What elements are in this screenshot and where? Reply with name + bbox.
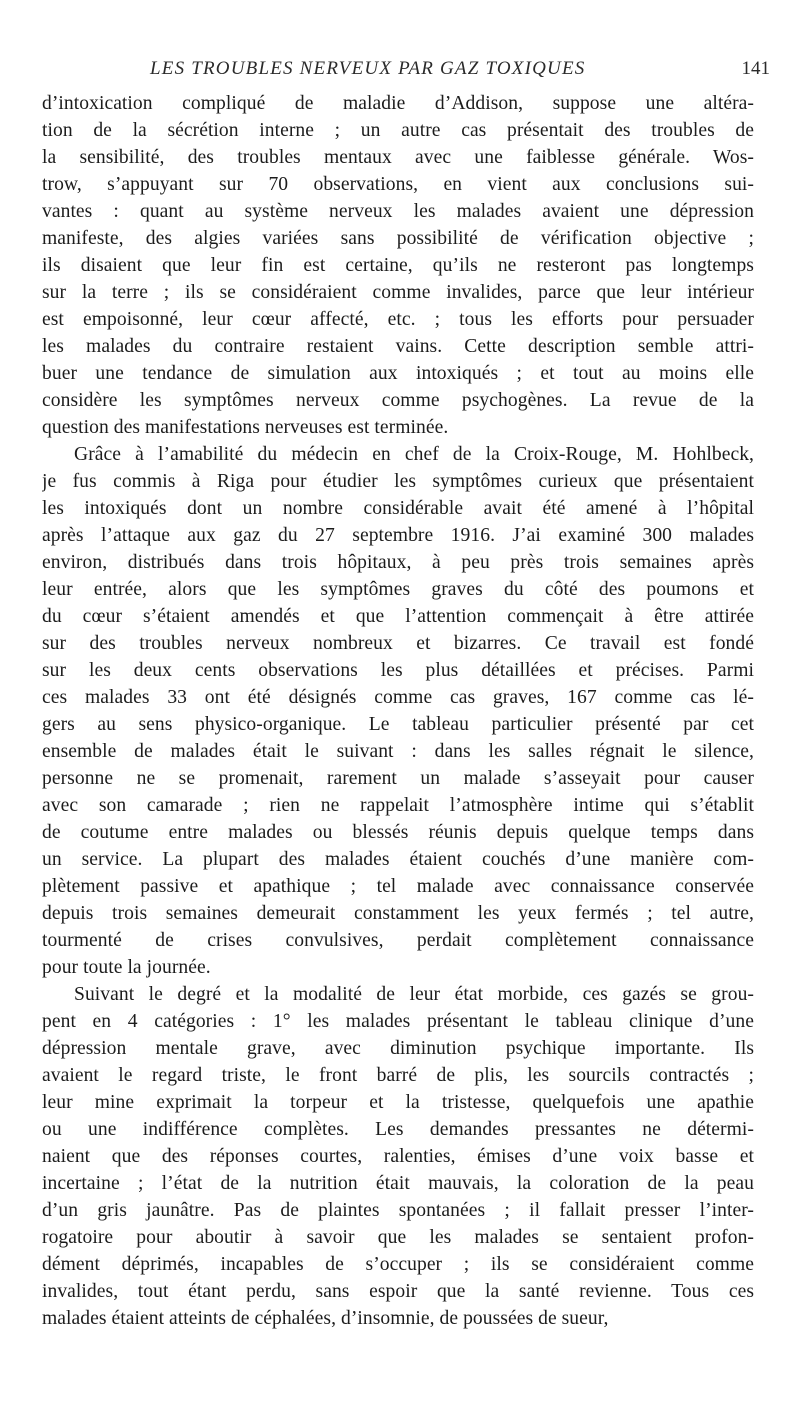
text-line: dépression mentale grave, avec diminution psychique importante. Ils	[42, 1038, 754, 1059]
text-line: je fus commis à Riga pour étudier les symptômes curieux que présentaient	[42, 471, 754, 492]
text-line: gers au sens physico-organique. Le tableau particulier présenté par cet	[42, 714, 754, 735]
running-title: LES TROUBLES NERVEUX PAR GAZ TOXIQUES	[150, 58, 586, 79]
text-line: sur des troubles nerveux nombreux et bizarres. Ce travail est fondé	[42, 633, 754, 654]
text-line: ou une indifférence complètes. Les demandes pressantes ne détermi-	[42, 1119, 754, 1140]
text-line: sur les deux cents observations les plus détaillées et précises. Parmi	[42, 660, 754, 681]
text-line: naient que des réponses courtes, ralenties, émises d’une voix basse et	[42, 1146, 754, 1167]
text-line: pour toute la journée.	[42, 957, 211, 978]
text-line: ces malades 33 ont été désignés comme cas graves, 167 comme cas lé-	[42, 687, 754, 708]
text-line: de coutume entre malades ou blessés réunis depuis quelque temps dans	[42, 822, 754, 843]
text-line: les intoxiqués dont un nombre considérable avait été amené à l’hôpital	[42, 498, 754, 519]
text-line: avaient le regard triste, le front barré de plis, les sourcils contractés ;	[42, 1065, 754, 1086]
paragraph	[42, 981, 754, 1332]
body-text	[42, 90, 754, 1332]
text-line: question des manifestations nerveuses est terminée.	[42, 417, 449, 438]
text-line: leur mine exprimait la torpeur et la tristesse, quelquefois une apathie	[42, 1092, 754, 1113]
text-line: un service. La plupart des malades étaient couchés d’une manière com-	[42, 849, 754, 870]
text-line: avec son camarade ; rien ne rappelait l’atmosphère intime qui s’établit	[42, 795, 754, 816]
text-line: après l’attaque aux gaz du 27 septembre 1916. J’ai examiné 300 malades	[42, 525, 754, 546]
text-line: les malades du contraire restaient vains. Cette description semble attri-	[42, 336, 754, 357]
page-number: 141	[741, 58, 770, 79]
text-line: environ, distribués dans trois hôpitaux, à peu près trois semaines après	[42, 552, 754, 573]
text-line: tourmenté de crises convulsives, perdait complètement connaissance	[42, 930, 754, 951]
running-header	[40, 58, 770, 86]
text-line: ensemble de malades était le suivant : dans les salles régnait le silence,	[42, 741, 754, 762]
text-line: malades étaient atteints de céphalées, d’insomnie, de poussées de sueur,	[42, 1308, 609, 1329]
text-line: invalides, tout étant perdu, sans espoir que la santé revienne. Tous ces	[42, 1281, 754, 1302]
text-line: leur entrée, alors que les symptômes graves du côté des poumons et	[42, 579, 754, 600]
text-line: d’un gris jaunâtre. Pas de plaintes spontanées ; il fallait presser l’inter-	[42, 1200, 754, 1221]
text-line: incertaine ; l’état de la nutrition était mauvais, la coloration de la peau	[42, 1173, 754, 1194]
text-line: du cœur s’étaient amendés et que l’attention commençait à être attirée	[42, 606, 754, 627]
text-line: personne ne se promenait, rarement un malade s’asseyait pour causer	[42, 768, 754, 789]
text-line: tion de la sécrétion interne ; un autre cas présentait des troubles de	[42, 120, 754, 141]
text-line: buer une tendance de simulation aux intoxiqués ; et tout au moins elle	[42, 363, 754, 384]
text-line: sur la terre ; ils se considéraient comme invalides, parce que leur intérieur	[42, 282, 754, 303]
text-line: rogatoire pour aboutir à savoir que les malades se sentaient profon-	[42, 1227, 754, 1248]
text-line: ils disaient que leur fin est certaine, qu’ils ne resteront pas longtemps	[42, 255, 754, 276]
text-line: Grâce à l’amabilité du médecin en chef de la Croix-Rouge, M. Hohlbeck,	[74, 444, 754, 465]
text-line: est empoisonné, leur cœur affecté, etc. ; tous les efforts pour persuader	[42, 309, 754, 330]
text-line: la sensibilité, des troubles mentaux avec une faiblesse générale. Wos-	[42, 147, 754, 168]
paragraph	[42, 441, 754, 981]
text-line: considère les symptômes nerveux comme psychogènes. La revue de la	[42, 390, 754, 411]
text-line: trow, s’appuyant sur 70 observations, en vient aux conclusions sui-	[42, 174, 754, 195]
text-line: vantes : quant au système nerveux les malades avaient une dépression	[42, 201, 754, 222]
text-line: Suivant le degré et la modalité de leur état morbide, ces gazés se grou-	[74, 984, 754, 1005]
text-line: manifeste, des algies variées sans possibilité de vérification objective ;	[42, 228, 754, 249]
text-line: d’intoxication compliqué de maladie d’Addison, suppose une altéra-	[42, 93, 754, 114]
text-line: depuis trois semaines demeurait constamment les yeux fermés ; tel autre,	[42, 903, 754, 924]
text-line: dément déprimés, incapables de s’occuper ; ils se considéraient comme	[42, 1254, 754, 1275]
paragraph	[42, 90, 754, 441]
text-line: pent en 4 catégories : 1° les malades présentant le tableau clinique d’une	[42, 1011, 754, 1032]
text-line: plètement passive et apathique ; tel malade avec connaissance conservée	[42, 876, 754, 897]
